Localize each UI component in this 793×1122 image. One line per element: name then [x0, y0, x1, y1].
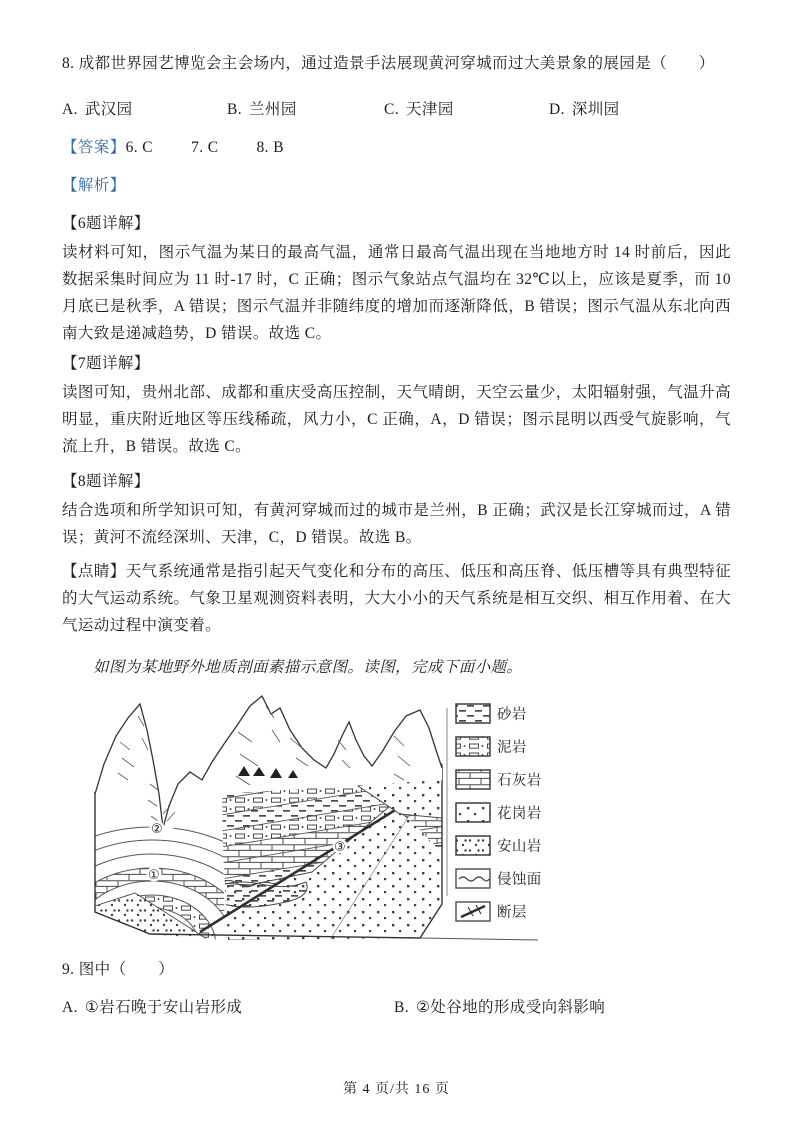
geological-cross-section-figure — [90, 688, 731, 946]
tip-paragraph — [62, 558, 731, 639]
option-d-label: D. — [549, 101, 565, 118]
legend-label-erosion-surface: 侵蚀面 — [497, 872, 542, 888]
option-b-text: 兰州园 — [249, 101, 297, 118]
marker-1: ① — [147, 868, 161, 883]
legend-label-granite: 花岗岩 — [497, 806, 542, 822]
q9-option-a-text: ①岩石晚于安山岩形成 — [84, 999, 243, 1016]
q9-option-a — [62, 994, 394, 1021]
option-b — [227, 96, 384, 123]
question8-stem: 8. 成都世界园艺博览会主会场内，通过造景手法展现黄河穿城而过大美景象的展园是（ ） — [62, 55, 715, 72]
explanation7-heading: 【7题详解】 — [62, 355, 150, 372]
option-d-text: 深圳园 — [571, 101, 620, 118]
marker-2: ② — [150, 822, 164, 837]
answer-label: 【答案】 — [62, 139, 126, 156]
answer-item-7: 7. C — [191, 139, 219, 156]
option-a — [62, 96, 227, 123]
option-c-label: C. — [384, 101, 400, 118]
answer-item-8: 8. B — [256, 139, 284, 156]
question9-options — [62, 994, 731, 1021]
option-b-label: B. — [227, 101, 243, 118]
option-a-label: A. — [62, 101, 78, 118]
geology-sketch-svg — [90, 688, 590, 946]
option-c — [384, 96, 549, 123]
explanation6-body: 读材料可知，图示气温为某日的最高气温，通常日最高气温出现在当地地方时 14 时前后，因此数据采集时间应为 11 时-17 时，C 正确；图示气象站点气温均在 32℃以上，应该是夏季，而 10 月底已是秋季，A 错误；图示气温并非随纬度的增加而逐渐降低，B 错误；图示气温从东北向西南大致是递减趋势，D 错误。故选 C。 — [62, 244, 731, 342]
erosion-legend-glyph — [459, 877, 489, 881]
tip-body: 天气系统通常是指引起天气变化和分布的高压、低压和高压脊、低压槽等具有典型特征的大气运动系统。气象卫星观测资料表明，大大小小的天气系统是相互交织、相互作用着、在大气运动过程中演变着。 — [62, 563, 731, 634]
question8-options — [62, 96, 731, 123]
page-number: 第 4 页/共 16 页 — [343, 1082, 450, 1097]
q9-option-b — [394, 994, 731, 1021]
ground-line — [420, 938, 538, 940]
q9-option-b-text: ②处谷地的形成受向斜影响 — [416, 999, 606, 1016]
analysis-label: 【解析】 — [62, 177, 126, 194]
explanation8-body: 结合选项和所学知识可知，有黄河穿城而过的城市是兰州，B 正确；武汉是长江穿城而过，A 错误；黄河不流经深圳、天津，C，D 错误。故选 B。 — [62, 502, 731, 546]
question9-stem: 9. 图中（ ） — [62, 961, 175, 978]
answer-item-6: 6. C — [125, 139, 154, 156]
option-d — [549, 96, 731, 123]
legend-label-andesite: 安山岩 — [497, 839, 542, 855]
legend-label-mudstone: 泥岩 — [497, 740, 527, 756]
legend-label-sandstone: 砂岩 — [497, 707, 527, 723]
explanation7-body: 读图可知，贵州北部、成都和重庆受高压控制，天气晴朗，天空云量少，太阳辐射强，气温升高明显，重庆附近地区等压线稀疏，风力小，C 正确，A，D 错误；图示昆明以西受气旋影响，气流上升，B 错误。故选 C。 — [62, 384, 731, 455]
figure-legend — [447, 704, 542, 921]
legend-label-limestone: 石灰岩 — [497, 773, 542, 789]
marker-3: ③ — [333, 840, 347, 855]
option-c-text: 天津园 — [406, 101, 454, 118]
figure-intro: 如图为某地野外地质剖面素描示意图。读图，完成下面小题。 — [93, 659, 523, 676]
legend-label-fault: 断层 — [497, 905, 527, 921]
q9-option-a-label: A. — [62, 999, 78, 1016]
explanation8-heading: 【8题详解】 — [62, 473, 150, 490]
answer-line — [62, 134, 731, 161]
analysis-line — [62, 172, 731, 199]
fault-legend-glyph — [461, 905, 485, 917]
explanation6-heading: 【6题详解】 — [62, 215, 150, 232]
q9-option-b-label: B. — [394, 999, 410, 1016]
tip-label: 【点睛】 — [62, 563, 126, 580]
option-a-text: 武汉园 — [84, 101, 133, 118]
